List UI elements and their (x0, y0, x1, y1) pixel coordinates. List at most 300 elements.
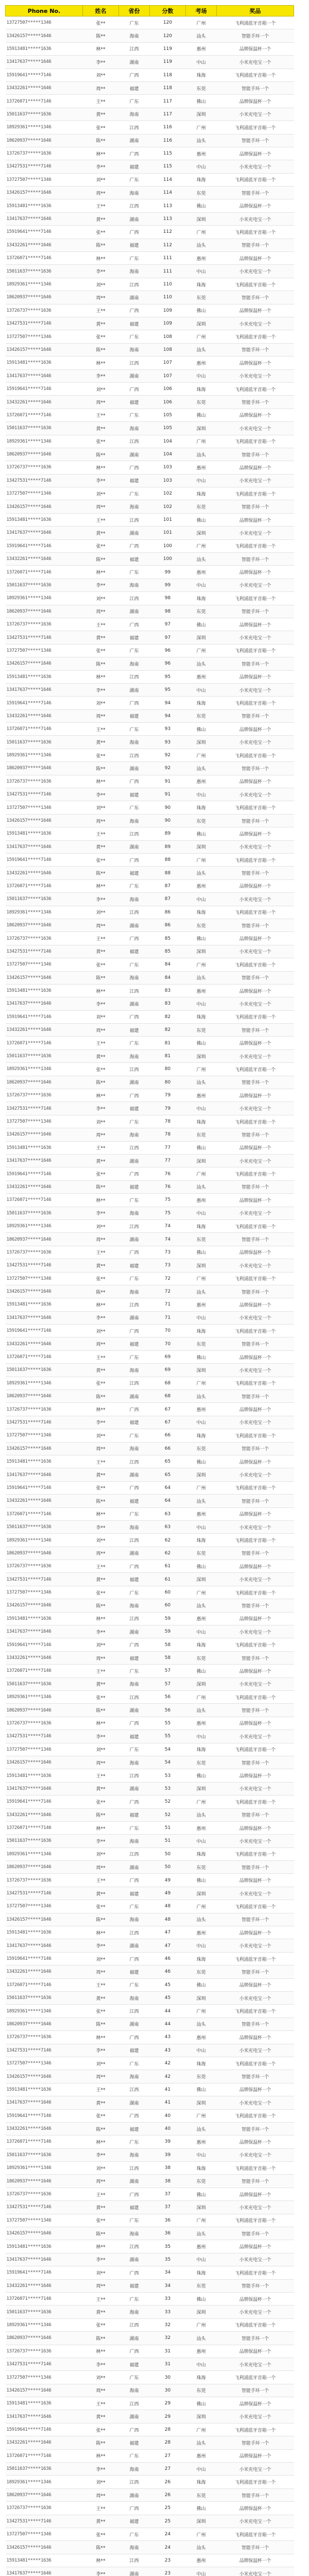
table-row (6, 1272, 294, 1285)
cell-room: 珠海 (186, 69, 217, 81)
cell-province: 湖南 (119, 1390, 150, 1403)
cell-score: 30 (150, 2371, 186, 2384)
cell-prize: 智能手环一个 (217, 1285, 294, 1298)
cell-province: 广东 (119, 95, 150, 108)
table-row (6, 1037, 294, 1049)
cell-score: 78 (150, 1128, 186, 1141)
cell-province: 江西 (119, 1141, 150, 1154)
table-row (6, 1455, 294, 1468)
cell-name: 张** (83, 1900, 119, 1913)
cell-name: 黄** (83, 2306, 119, 2318)
cell-room: 东莞 (186, 500, 217, 513)
cell-phone: 13427531*****7146 (6, 1416, 83, 1429)
table-row (6, 1259, 294, 1272)
cell-phone: 13726071*****7146 (6, 2292, 83, 2305)
cell-score: 109 (150, 304, 186, 317)
cell-score: 74 (150, 1219, 186, 1232)
cell-name: 李** (83, 1730, 119, 1743)
cell-score: 108 (150, 343, 186, 356)
cell-score: 83 (150, 984, 186, 997)
cell-prize: 飞利浦蓝牙音箱一个 (217, 539, 294, 552)
cell-province: 海南 (119, 2227, 150, 2240)
cell-prize: 飞利浦蓝牙音箱一个 (217, 749, 294, 761)
cell-prize: 飞利浦蓝牙音箱一个 (217, 1010, 294, 1023)
table-row (6, 945, 294, 958)
cell-province: 广东 (119, 1900, 150, 1913)
cell-province: 江西 (119, 1219, 150, 1232)
cell-score: 100 (150, 539, 186, 552)
cell-phone: 15913481*****1636 (6, 1455, 83, 1468)
results-table (5, 5, 294, 2576)
cell-name: 林** (83, 984, 119, 997)
cell-province: 江西 (119, 1455, 150, 1468)
cell-name: 陈** (83, 29, 119, 42)
cell-score: 53 (150, 1782, 186, 1795)
cell-province: 江西 (119, 513, 150, 526)
table-row (6, 775, 294, 788)
cell-phone: 13432261*****1646 (6, 239, 83, 251)
cell-room: 惠州 (186, 775, 217, 788)
table-row (6, 448, 294, 461)
cell-province: 福建 (119, 1024, 150, 1037)
cell-prize: 智能手环一个 (217, 1547, 294, 1560)
table-row (6, 1442, 294, 1455)
table-row (6, 1795, 294, 1808)
cell-name: 黄** (83, 631, 119, 644)
cell-name: 李** (83, 474, 119, 487)
cell-phone: 13432261*****1646 (6, 709, 83, 722)
table-row (6, 1808, 294, 1821)
cell-name: 王** (83, 1246, 119, 1259)
cell-score: 94 (150, 697, 186, 709)
cell-room: 中山 (186, 893, 217, 906)
cell-phone: 18929361*****1346 (6, 278, 83, 291)
cell-name: 林** (83, 1821, 119, 1834)
cell-room: 东莞 (186, 81, 217, 94)
cell-room: 惠州 (186, 2554, 217, 2567)
table-row (6, 1429, 294, 1442)
cell-score: 91 (150, 788, 186, 801)
cell-prize: 小米充电宝一个 (217, 1049, 294, 1062)
cell-prize: 品牌保温杯一个 (217, 1037, 294, 1049)
cell-province: 广东 (119, 2528, 150, 2541)
cell-province: 湖南 (119, 212, 150, 225)
cell-phone: 13417637*****1646 (6, 1625, 83, 1638)
cell-room: 东莞 (186, 1442, 217, 1455)
cell-prize: 品牌保温杯一个 (217, 95, 294, 108)
cell-phone: 15913481*****1636 (6, 1612, 83, 1625)
cell-name: 刘** (83, 1952, 119, 1965)
cell-name: 林** (83, 147, 119, 160)
cell-room: 东莞 (186, 2279, 217, 2292)
cell-prize: 飞利浦蓝牙音箱一个 (217, 906, 294, 919)
cell-score: 82 (150, 1024, 186, 1037)
table-row (6, 226, 294, 239)
cell-score: 81 (150, 1037, 186, 1049)
cell-room: 中山 (186, 56, 217, 69)
table-row (6, 1965, 294, 1978)
cell-phone: 15919641*****7146 (6, 69, 83, 81)
cell-prize: 飞利浦蓝牙音箱一个 (217, 1377, 294, 1389)
cell-province: 广东 (119, 723, 150, 736)
table-row (6, 1416, 294, 1429)
cell-phone: 13726737*****1636 (6, 304, 83, 317)
cell-score: 69 (150, 1350, 186, 1363)
cell-room: 珠海 (186, 2162, 217, 2175)
cell-province: 海南 (119, 2541, 150, 2554)
table-row (6, 1337, 294, 1350)
cell-province: 江西 (119, 1691, 150, 1704)
cell-room: 惠州 (186, 1507, 217, 1520)
cell-province: 广东 (119, 409, 150, 421)
cell-room: 广州 (186, 2423, 217, 2436)
cell-phone: 15011637*****1636 (6, 265, 83, 278)
cell-phone: 13427531*****7146 (6, 474, 83, 487)
cell-province: 福建 (119, 1180, 150, 1193)
cell-room: 珠海 (186, 1952, 217, 1965)
cell-phone: 13726071*****7146 (6, 409, 83, 421)
cell-name: 刘** (83, 278, 119, 291)
table-row (6, 1364, 294, 1377)
cell-province: 湖南 (119, 56, 150, 69)
table-row (6, 513, 294, 526)
cell-room: 惠州 (186, 1298, 217, 1311)
cell-score: 103 (150, 474, 186, 487)
cell-name: 刘** (83, 1534, 119, 1547)
table-row (6, 1049, 294, 1062)
cell-room: 广州 (186, 958, 217, 971)
cell-phone: 15919641*****7146 (6, 2266, 83, 2279)
cell-province: 广东 (119, 16, 150, 29)
cell-province: 广西 (119, 2423, 150, 2436)
cell-phone: 18620937*****1646 (6, 291, 83, 304)
cell-prize: 小米充电宝一个 (217, 369, 294, 382)
cell-province: 江西 (119, 1063, 150, 1076)
cell-phone: 13426157*****1646 (6, 343, 83, 356)
cell-room: 珠海 (186, 1848, 217, 1860)
table-row (6, 1821, 294, 1834)
cell-score: 87 (150, 879, 186, 892)
cell-name: 张** (83, 1063, 119, 1076)
cell-phone: 13726071*****7146 (6, 1978, 83, 1991)
cell-prize: 小米充电宝一个 (217, 1311, 294, 1324)
cell-prize: 小米充电宝一个 (217, 2410, 294, 2423)
table-row (6, 1782, 294, 1795)
cell-room: 佛山 (186, 1978, 217, 1991)
cell-province: 广东 (119, 2292, 150, 2305)
cell-score: 106 (150, 382, 186, 395)
cell-score: 76 (150, 1180, 186, 1193)
cell-score: 75 (150, 1194, 186, 1207)
cell-score: 56 (150, 1691, 186, 1704)
cell-prize: 品牌保温杯一个 (217, 1507, 294, 1520)
cell-score: 75 (150, 1207, 186, 1219)
cell-phone: 18929361*****1346 (6, 1377, 83, 1389)
cell-room: 东莞 (186, 2384, 217, 2397)
table-row (6, 435, 294, 448)
cell-province: 海南 (119, 1049, 150, 1062)
cell-score: 70 (150, 1325, 186, 1337)
cell-province: 广东 (119, 1978, 150, 1991)
cell-phone: 15913481*****1636 (6, 2240, 83, 2253)
cell-name: 周** (83, 814, 119, 827)
cell-room: 惠州 (186, 1821, 217, 1834)
cell-room: 汕头 (186, 1913, 217, 1926)
table-row (6, 2214, 294, 2227)
cell-name: 周** (83, 500, 119, 513)
cell-name: 林** (83, 1926, 119, 1939)
table-row (6, 1900, 294, 1913)
table-row (6, 2122, 294, 2135)
cell-name: 林** (83, 461, 119, 474)
cell-room: 珠海 (186, 173, 217, 186)
cell-score: 27 (150, 2449, 186, 2462)
cell-prize: 小米充电宝一个 (217, 56, 294, 69)
cell-prize: 飞利浦蓝牙音箱一个 (217, 1691, 294, 1704)
cell-province: 广东 (119, 1115, 150, 1128)
cell-score: 81 (150, 1049, 186, 1062)
cell-score: 86 (150, 906, 186, 919)
cell-room: 惠州 (186, 1926, 217, 1939)
cell-phone: 15919641*****7146 (6, 1325, 83, 1337)
cell-prize: 小米充电宝一个 (217, 1730, 294, 1743)
cell-room: 惠州 (186, 1717, 217, 1730)
cell-phone: 13726071*****7146 (6, 252, 83, 265)
cell-province: 广西 (119, 2502, 150, 2515)
cell-prize: 飞利浦蓝牙音箱一个 (217, 1429, 294, 1442)
cell-prize: 智能手环一个 (217, 1233, 294, 1246)
table-row (6, 2515, 294, 2528)
cell-score: 61 (150, 1560, 186, 1573)
cell-score: 54 (150, 1756, 186, 1769)
cell-room: 佛山 (186, 1141, 217, 1154)
cell-score: 41 (150, 2083, 186, 2096)
table-row (6, 2528, 294, 2541)
table-row (6, 2018, 294, 2030)
cell-name: 黄** (83, 212, 119, 225)
cell-province: 海南 (119, 1520, 150, 1533)
cell-score: 77 (150, 1141, 186, 1154)
cell-room: 东莞 (186, 1651, 217, 1664)
cell-score: 116 (150, 121, 186, 134)
cell-phone: 13432261*****1646 (6, 2122, 83, 2135)
cell-name: 黄** (83, 2410, 119, 2423)
cell-prize: 飞利浦蓝牙音箱一个 (217, 1795, 294, 1808)
cell-name: 王** (83, 2188, 119, 2200)
cell-score: 96 (150, 657, 186, 670)
cell-province: 福建 (119, 2122, 150, 2135)
cell-phone: 13726737*****1636 (6, 2345, 83, 2358)
cell-province: 广东 (119, 958, 150, 971)
cell-prize: 小米充电宝一个 (217, 2306, 294, 2318)
cell-name: 张** (83, 1586, 119, 1599)
cell-province: 江西 (119, 984, 150, 997)
cell-score: 63 (150, 1507, 186, 1520)
cell-prize: 飞利浦蓝牙音箱一个 (217, 1586, 294, 1599)
cell-room: 广州 (186, 1691, 217, 1704)
cell-prize: 智能手环一个 (217, 1913, 294, 1926)
cell-phone: 13726071*****7146 (6, 2136, 83, 2148)
table-row (6, 1625, 294, 1638)
cell-prize: 智能手环一个 (217, 239, 294, 251)
cell-phone: 15011637*****1636 (6, 2148, 83, 2161)
cell-prize: 智能手环一个 (217, 134, 294, 147)
table-row (6, 1952, 294, 1965)
cell-province: 海南 (119, 1364, 150, 1377)
table-row (6, 984, 294, 997)
cell-prize: 小米充电宝一个 (217, 945, 294, 958)
cell-province: 广东 (119, 330, 150, 343)
cell-prize: 飞利浦蓝牙音箱一个 (217, 644, 294, 657)
cell-room: 汕头 (186, 343, 217, 356)
cell-score: 74 (150, 1233, 186, 1246)
cell-score: 31 (150, 2358, 186, 2370)
cell-score: 70 (150, 1337, 186, 1350)
cell-room: 汕头 (186, 1285, 217, 1298)
table-row (6, 108, 294, 121)
cell-prize: 品牌保温杯一个 (217, 2397, 294, 2410)
cell-score: 111 (150, 265, 186, 278)
cell-room: 佛山 (186, 1665, 217, 1677)
cell-province: 湖南 (119, 2175, 150, 2188)
cell-phone: 15913481*****1636 (6, 2083, 83, 2096)
cell-room: 汕头 (186, 2018, 217, 2030)
table-row (6, 1665, 294, 1677)
cell-prize: 小米充电宝一个 (217, 212, 294, 225)
table-row (6, 487, 294, 500)
table-row (6, 1756, 294, 1769)
table-row (6, 1677, 294, 1690)
cell-score: 95 (150, 670, 186, 683)
cell-room: 珠海 (186, 278, 217, 291)
cell-province: 海南 (119, 1756, 150, 1769)
cell-room: 珠海 (186, 2057, 217, 2070)
table-row (6, 1154, 294, 1167)
cell-province: 海南 (119, 1913, 150, 1926)
column-header-province: 省份 (119, 6, 150, 16)
cell-province: 福建 (119, 631, 150, 644)
cell-room: 中山 (186, 997, 217, 1010)
table-row (6, 369, 294, 382)
cell-name: 陈** (83, 2332, 119, 2345)
cell-score: 30 (150, 2384, 186, 2397)
cell-phone: 18620937*****1646 (6, 2488, 83, 2501)
cell-prize: 飞利浦蓝牙音箱一个 (217, 697, 294, 709)
table-row (6, 291, 294, 304)
cell-room: 中山 (186, 683, 217, 696)
cell-name: 林** (83, 252, 119, 265)
cell-phone: 13726071*****7146 (6, 1194, 83, 1207)
cell-score: 101 (150, 513, 186, 526)
table-row (6, 958, 294, 971)
cell-phone: 13432261*****1646 (6, 81, 83, 94)
cell-name: 张** (83, 226, 119, 239)
table-row (6, 2083, 294, 2096)
cell-score: 94 (150, 709, 186, 722)
table-row (6, 1560, 294, 1573)
cell-room: 佛山 (186, 1769, 217, 1782)
cell-province: 福建 (119, 553, 150, 566)
cell-phone: 15011637*****1636 (6, 422, 83, 435)
table-row (6, 1076, 294, 1089)
table-row (6, 409, 294, 421)
cell-phone: 15011637*****1636 (6, 108, 83, 121)
cell-score: 31 (150, 2345, 186, 2358)
cell-province: 福建 (119, 2201, 150, 2214)
cell-phone: 15011637*****1636 (6, 893, 83, 906)
table-row (6, 343, 294, 356)
cell-prize: 智能手环一个 (217, 2488, 294, 2501)
cell-phone: 13726737*****1636 (6, 1403, 83, 1416)
cell-prize: 品牌保温杯一个 (217, 2449, 294, 2462)
cell-room: 惠州 (186, 879, 217, 892)
cell-province: 广东 (119, 487, 150, 500)
cell-prize: 小米充电宝一个 (217, 527, 294, 539)
cell-phone: 18620937*****1646 (6, 1390, 83, 1403)
cell-phone: 13427531*****7146 (6, 631, 83, 644)
cell-province: 湖南 (119, 840, 150, 853)
cell-room: 珠海 (186, 592, 217, 605)
cell-score: 115 (150, 147, 186, 160)
cell-room: 广州 (186, 1795, 217, 1808)
cell-room: 广州 (186, 539, 217, 552)
cell-name: 黄** (83, 1991, 119, 2004)
cell-phone: 18620937*****1646 (6, 762, 83, 775)
cell-name: 张** (83, 2214, 119, 2227)
cell-phone: 15919641*****7146 (6, 854, 83, 867)
cell-room: 珠海 (186, 382, 217, 395)
cell-room: 广州 (186, 749, 217, 761)
cell-province: 湖南 (119, 1468, 150, 1481)
cell-name: 林** (83, 670, 119, 683)
table-row (6, 1468, 294, 1481)
table-row (6, 2070, 294, 2083)
cell-room: 汕头 (186, 239, 217, 251)
cell-room: 佛山 (186, 2083, 217, 2096)
cell-name: 王** (83, 2292, 119, 2305)
cell-province: 湖南 (119, 134, 150, 147)
table-row (6, 1403, 294, 1416)
cell-phone: 15919641*****7146 (6, 1795, 83, 1808)
cell-score: 103 (150, 461, 186, 474)
cell-score: 42 (150, 2070, 186, 2083)
cell-room: 佛山 (186, 304, 217, 317)
cell-province: 湖南 (119, 2410, 150, 2423)
cell-phone: 15919641*****7146 (6, 382, 83, 395)
cell-prize: 智能手环一个 (217, 1704, 294, 1717)
cell-phone: 18620937*****1646 (6, 1861, 83, 1874)
cell-name: 黄** (83, 1154, 119, 1167)
cell-name: 李** (83, 893, 119, 906)
cell-province: 广西 (119, 2266, 150, 2279)
cell-phone: 13426157*****1646 (6, 500, 83, 513)
table-row (6, 1887, 294, 1900)
cell-phone: 15011637*****1636 (6, 736, 83, 749)
cell-room: 佛山 (186, 2188, 217, 2200)
cell-province: 广东 (119, 1586, 150, 1599)
cell-name: 周** (83, 2279, 119, 2292)
cell-room: 东莞 (186, 2175, 217, 2188)
table-row (6, 382, 294, 395)
cell-phone: 13726737*****1636 (6, 1874, 83, 1887)
cell-name: 周** (83, 1861, 119, 1874)
cell-room: 惠州 (186, 2136, 217, 2148)
cell-score: 118 (150, 81, 186, 94)
table-row (6, 1913, 294, 1926)
cell-name: 周** (83, 187, 119, 199)
cell-score: 89 (150, 840, 186, 853)
cell-room: 深圳 (186, 1677, 217, 1690)
